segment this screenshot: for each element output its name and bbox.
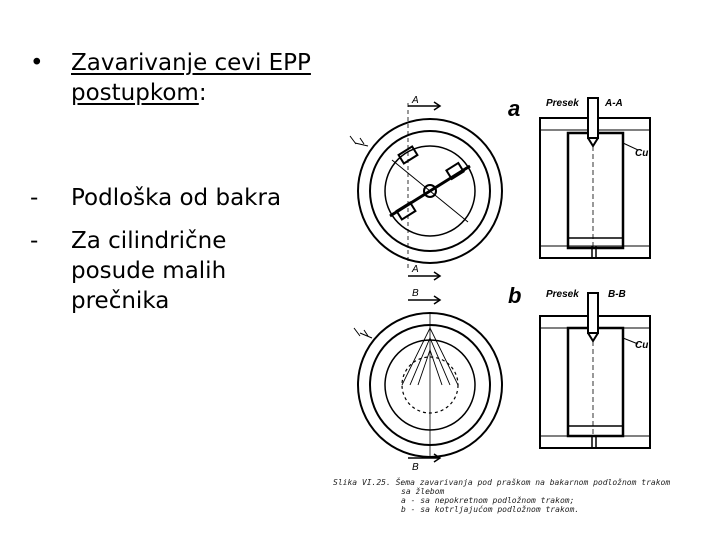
bullet-main-line1: Zavarivanje cevi EPP [71,50,311,76]
section-view-a [540,98,650,258]
dash-2-line2: posude malih [71,258,227,284]
section-view-b [540,293,650,448]
caption-line-3: a - sa nepokretnom podložnom trakom; [401,496,575,505]
presek-b: Presek [546,289,579,300]
circle-view-a [350,103,502,268]
dash-2-line1: Za cilindrične [71,228,227,254]
label-a: a [508,96,521,121]
label-b: b [508,283,522,308]
bullet-dot: • [30,50,44,76]
mark-B-bottom: B [412,462,419,473]
caption-line-1: Slika VI.25. Šema zavarivanja pod praškom na bakarnom podložnom trakom [333,478,671,487]
dash-2: - [30,228,39,254]
section-b-b: B-B [608,289,626,300]
dash-1-text: Podloška od bakra [71,185,282,211]
dash-2-line3: prečnika [71,288,170,314]
presek-a: Presek [546,98,579,109]
circle-view-b [354,313,502,458]
mark-B-top: B [412,288,419,299]
cu-label-b: Cu [635,340,649,351]
cu-label-a: Cu [635,148,649,159]
mark-A-bottom: A [412,264,419,275]
mark-A-top: A [412,95,419,106]
figure-caption [333,478,713,514]
welding-diagram [330,88,720,528]
dash-1: - [30,185,39,211]
bullet-main-line2-word: postupkom [71,80,199,106]
bullet-main-line2 [71,78,207,108]
caption-line-4: b - sa kotrljajućom podložnom trakom. [401,505,580,514]
section-a-a: A-A [605,98,623,109]
bullet-main-line2-colon: : [198,80,207,106]
caption-line-2: sa žlebom [401,487,445,496]
